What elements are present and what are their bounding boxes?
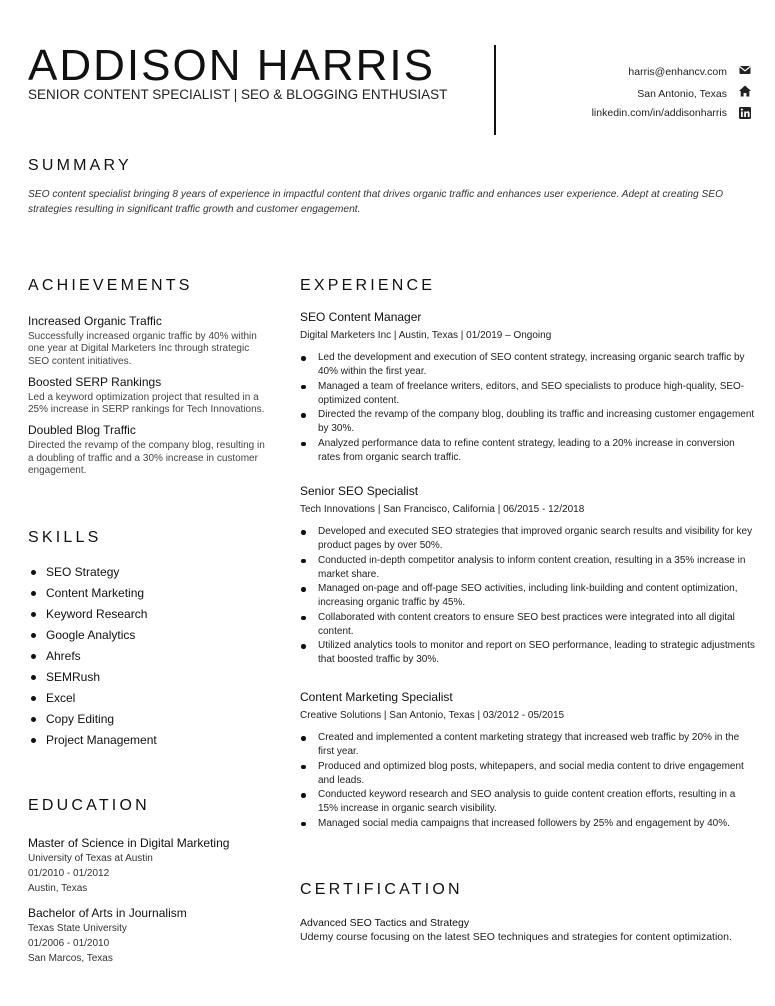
achievement-item bbox=[28, 423, 268, 477]
skills-list bbox=[28, 562, 268, 751]
job-meta: Digital Marketers Inc | Austin, Texas | 01/2019 – Ongoing bbox=[300, 330, 552, 341]
job-title: Content Marketing Specialist bbox=[300, 690, 453, 704]
job-entry bbox=[300, 690, 756, 831]
achievement-title: Increased Organic Traffic bbox=[28, 314, 162, 328]
job-meta: Tech Innovations | San Francisco, California | 06/2015 - 12/2018 bbox=[300, 504, 585, 515]
job-bullet: Managed on-page and off-page SEO activities, including link-building and content optimization, increasing organic traffic by 45%. bbox=[300, 582, 756, 610]
job-bullet: Utilized analytics tools to monitor and report on SEO performance, leading to strategic adjustments that boosted traffic by 30%. bbox=[300, 639, 756, 667]
certification-desc: Udemy course focusing on the latest SEO techniques and strategies for content optimization. bbox=[300, 931, 732, 943]
education-item bbox=[28, 836, 268, 896]
education-degree: Bachelor of Arts in Journalism bbox=[28, 906, 187, 920]
envelope-icon bbox=[738, 63, 752, 77]
skill-item: Google Analytics bbox=[28, 625, 268, 646]
job-bullet: Managed social media campaigns that increased followers by 25% and engagement by 40%. bbox=[300, 817, 756, 831]
linkedin-icon bbox=[738, 106, 752, 120]
job-meta: Creative Solutions | San Antonio, Texas | 03/2012 - 05/2015 bbox=[300, 710, 565, 721]
certification-heading: CERTIFICATION bbox=[300, 881, 463, 898]
education-school: Texas State University bbox=[28, 923, 127, 934]
job-bullet: Directed the revamp of the company blog, doubling its traffic and increasing customer engagement by 30%. bbox=[300, 408, 756, 436]
achievement-title: Boosted SERP Rankings bbox=[28, 374, 162, 389]
job-bullet: Led the development and execution of SEO content strategy, increasing organic search traffic by 40% within the first year. bbox=[300, 351, 756, 379]
job-bullet: Managed a team of freelance writers, editors, and SEO specialists to produce high-quality, SEO-optimized content. bbox=[300, 380, 756, 408]
education-location: San Marcos, Texas bbox=[28, 953, 113, 964]
skill-item: SEO Strategy bbox=[28, 562, 268, 583]
candidate-subtitle: SENIOR CONTENT SPECIALIST | SEO & BLOGGING ENTHUSIAST bbox=[28, 87, 448, 102]
summary-text: SEO content specialist bringing 8 years of experience in impactful content that drives organic traffic and enhances user experience. Adept at creating SEO strategies resulting in significant traffic growth and customer engagement. bbox=[28, 189, 724, 215]
education-dates: 01/2010 - 01/2012 bbox=[28, 868, 110, 879]
achievement-desc: Successfully increased organic traffic by 40% within one year at Digital Marketers Inc through strategic SEO content initiatives. bbox=[28, 331, 257, 367]
achievements-list bbox=[28, 314, 268, 484]
experience-heading: EXPERIENCE bbox=[300, 277, 436, 294]
skill-item: Excel bbox=[28, 688, 268, 709]
job-bullet: Conducted keyword research and SEO analysis to guide content creation efforts, resulting in a 15% increase in organic search visibility. bbox=[300, 788, 756, 816]
candidate-name: ADDISON HARRIS bbox=[28, 41, 435, 90]
achievement-desc: Directed the revamp of the company blog, resulting in a doubling of traffic and a 30% increase in customer engagement. bbox=[28, 440, 265, 477]
education-degree: Master of Science in Digital Marketing bbox=[28, 836, 230, 850]
job-entry bbox=[300, 484, 756, 668]
achievement-title: Doubled Blog Traffic bbox=[28, 423, 136, 438]
education-school: University of Texas at Austin bbox=[28, 853, 153, 864]
achievement-item bbox=[28, 375, 268, 417]
certification-title: Advanced SEO Tactics and Strategy bbox=[300, 917, 470, 929]
skill-item: Keyword Research bbox=[28, 604, 268, 625]
education-location: Austin, Texas bbox=[28, 883, 88, 894]
contact-linkedin[interactable]: linkedin.com/in/addisonharris bbox=[591, 107, 727, 119]
job-bullet: Created and implemented a content marketing strategy that increased web traffic by 20% in the first year. bbox=[300, 731, 756, 759]
job-bullet: Analyzed performance data to refine content strategy, leading to a 20% increase in conversion rates from organic search traffic. bbox=[300, 437, 756, 465]
skill-item: Ahrefs bbox=[28, 646, 268, 667]
skill-item: Content Marketing bbox=[28, 583, 268, 604]
education-heading: EDUCATION bbox=[28, 797, 150, 814]
job-title: SEO Content Manager bbox=[300, 310, 422, 324]
job-entry bbox=[300, 310, 756, 465]
skills-heading: SKILLS bbox=[28, 529, 102, 546]
job-bullet: Collaborated with content creators to ensure SEO best practices were integrated into all digital content. bbox=[300, 611, 756, 639]
certification-item bbox=[300, 916, 756, 944]
job-title: Senior SEO Specialist bbox=[300, 484, 419, 498]
skill-item: SEMRush bbox=[28, 667, 268, 688]
skill-item: Project Management bbox=[28, 730, 268, 751]
job-bullets bbox=[300, 525, 756, 667]
contact-location: San Antonio, Texas bbox=[637, 88, 727, 100]
skill-item: Copy Editing bbox=[28, 709, 268, 730]
job-bullet: Produced and optimized blog posts, whitepapers, and social media content to drive engagement and leads. bbox=[300, 760, 756, 788]
education-item bbox=[28, 906, 268, 966]
home-icon bbox=[738, 84, 752, 98]
job-bullet: Conducted in-depth competitor analysis to inform content creation, resulting in a 35% increase in market share. bbox=[300, 554, 756, 582]
summary-heading: SUMMARY bbox=[28, 157, 132, 174]
contact-email[interactable]: harris@enhancv.com bbox=[628, 66, 727, 78]
job-bullets bbox=[300, 731, 756, 831]
job-bullets bbox=[300, 351, 756, 465]
achievements-heading: ACHIEVEMENTS bbox=[28, 277, 193, 294]
education-dates: 01/2006 - 01/2010 bbox=[28, 938, 110, 949]
achievement-desc: Led a keyword optimization project that resulted in a 25% increase in SERP rankings for Tech Innovations. bbox=[28, 391, 265, 416]
header-divider bbox=[494, 45, 496, 135]
job-bullet: Developed and executed SEO strategies that improved organic search results and visibility for key product pages by over 50%. bbox=[300, 525, 756, 553]
achievement-item bbox=[28, 314, 268, 368]
